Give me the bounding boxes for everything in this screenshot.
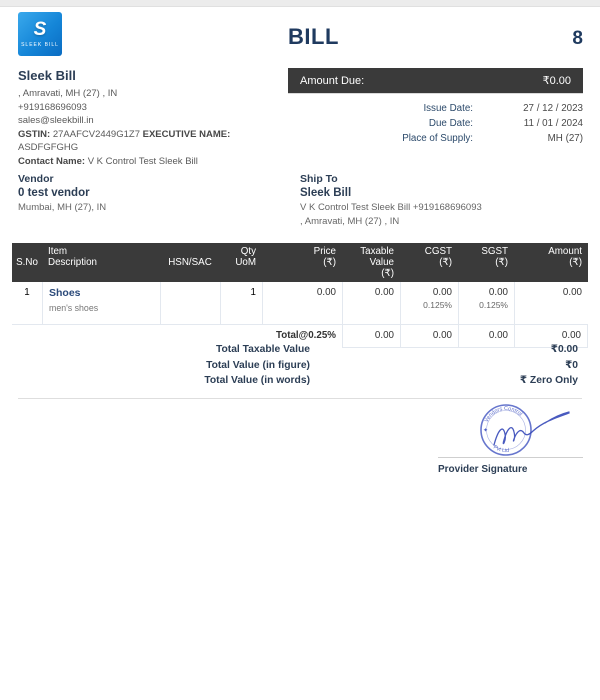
vendor-name: 0 test vendor <box>18 187 90 199</box>
ship-to-name: Sleek Bill <box>300 187 352 199</box>
ship-to-address: , Amravati, MH (27) , IN <box>300 216 400 227</box>
items-table-header <box>12 243 588 282</box>
amount-due-value: ₹0.00 <box>542 75 571 87</box>
company-name: Sleek Bill <box>18 68 76 83</box>
vendor-title: Vendor <box>18 173 54 185</box>
total-words-value: ₹ Zero Only <box>519 375 578 386</box>
vendor-block <box>18 172 278 215</box>
header-sgst: SGST (₹) <box>481 246 508 268</box>
row-item-name: Shoes <box>49 287 81 299</box>
section-divider <box>18 398 582 399</box>
provider-signature-caption: Provider Signature <box>438 464 528 475</box>
due-date-value: 11 / 01 / 2024 <box>523 118 583 129</box>
header-qty-uom: Qty UoM <box>235 246 256 268</box>
row-sgst-rate: 0.125% <box>479 300 508 310</box>
row-sno: 1 <box>24 287 30 298</box>
header-sno: S.No <box>16 257 38 268</box>
company-gstin-line <box>18 128 288 155</box>
total-sgst: 0.00 <box>458 325 514 348</box>
stamp-arc-top-text: Vendors Control <box>483 405 524 424</box>
due-date-row <box>288 116 583 131</box>
window-top-strip <box>0 0 600 7</box>
row-price: 0.00 <box>262 282 342 324</box>
company-phone: +919168696093 <box>18 101 87 113</box>
row-cgst-amount: 0.00 <box>432 287 452 298</box>
row-item-description: men's shoes <box>49 303 99 313</box>
executive-name-value: ASDFGFGHG <box>18 142 79 154</box>
issue-date-label: Issue Date: <box>423 103 473 114</box>
total-words-row <box>18 373 578 389</box>
amount-due-bar <box>288 68 583 94</box>
row-item-cell <box>42 282 160 324</box>
ship-to-block <box>300 172 583 229</box>
header-cgst: CGST (₹) <box>424 246 452 268</box>
gstin-value: 27AAFCV2449G1Z7 <box>52 128 140 140</box>
total-figure-value: ₹0 <box>565 359 578 371</box>
row-sgst-amount: 0.00 <box>488 287 508 298</box>
total-cgst: 0.00 <box>400 325 458 348</box>
total-taxable-value: ₹0.00 <box>550 344 578 355</box>
signature-line <box>438 457 583 458</box>
place-of-supply-label: Place of Supply: <box>402 133 473 144</box>
amount-due-label: Amount Due: <box>300 74 365 87</box>
row-cgst-rate: 0.125% <box>423 300 452 310</box>
grand-totals <box>18 342 578 389</box>
row-qty: 1 <box>220 282 262 324</box>
issue-date-value: 27 / 12 / 2023 <box>523 103 583 114</box>
place-of-supply-value: MH (27) <box>547 133 583 144</box>
row-taxable-value: 0.00 <box>342 282 400 324</box>
row-sgst-cell <box>458 282 514 324</box>
header-hsn-sac: HSN/SAC <box>168 257 212 268</box>
header-price: Price (₹) <box>313 246 336 268</box>
sleekbill-logo <box>18 12 62 56</box>
row-cgst-cell <box>400 282 458 324</box>
items-table <box>12 243 588 348</box>
document-meta <box>288 101 583 146</box>
total-taxable: 0.00 <box>342 325 400 348</box>
company-address: , Amravati, MH (27) , IN <box>18 88 118 99</box>
svg-text:Vendors Control <box>484 406 523 424</box>
ship-to-contact: V K Control Test Sleek Bill +919168696093 <box>300 202 482 213</box>
table-row <box>12 282 588 325</box>
document-title: BILL <box>288 24 339 49</box>
contact-name-label: Contact Name: <box>18 155 86 167</box>
total-figure-label: Total Value (in figure) <box>206 359 310 371</box>
issue-date-row <box>288 101 583 116</box>
document-title-row <box>288 24 583 50</box>
total-rate-label: Total@0.25% <box>275 330 336 341</box>
total-taxable-row <box>18 342 578 358</box>
header-taxable-value: Taxable Value (₹) <box>360 246 394 279</box>
logo-s-icon: S <box>33 19 47 40</box>
row-amount: 0.00 <box>514 282 588 324</box>
contact-name-value: V K Control Test Sleek Bill <box>87 155 198 167</box>
total-figure-row <box>18 358 578 374</box>
stamp-star-icon: ✦ <box>483 428 489 434</box>
stamp-arc-bottom-text: Pvt Ltd <box>492 444 510 455</box>
total-taxable-label: Total Taxable Value <box>215 344 310 355</box>
gstin-label: GSTIN: <box>18 128 51 140</box>
place-of-supply-row <box>288 131 583 146</box>
company-contact-line <box>18 155 288 169</box>
row-hsn <box>160 282 220 324</box>
header-item-description: Item Description <box>48 246 98 268</box>
vendor-address: Mumbai, MH (27), IN <box>18 202 107 213</box>
executive-name-label: EXECUTIVE NAME: <box>142 128 231 140</box>
company-info-block <box>18 87 288 169</box>
due-date-label: Due Date: <box>428 118 473 129</box>
company-email: sales@sleekbill.in <box>18 115 94 127</box>
company-stamp-and-signature <box>436 401 588 459</box>
ship-to-title: Ship To <box>300 173 338 185</box>
logo-brand-text: SLEEK BILL <box>21 42 59 48</box>
total-amount: 0.00 <box>514 325 588 348</box>
header-amount: Amount (₹) <box>548 246 582 268</box>
document-number: 8 <box>572 28 583 49</box>
total-words-label: Total Value (in words) <box>204 375 310 386</box>
